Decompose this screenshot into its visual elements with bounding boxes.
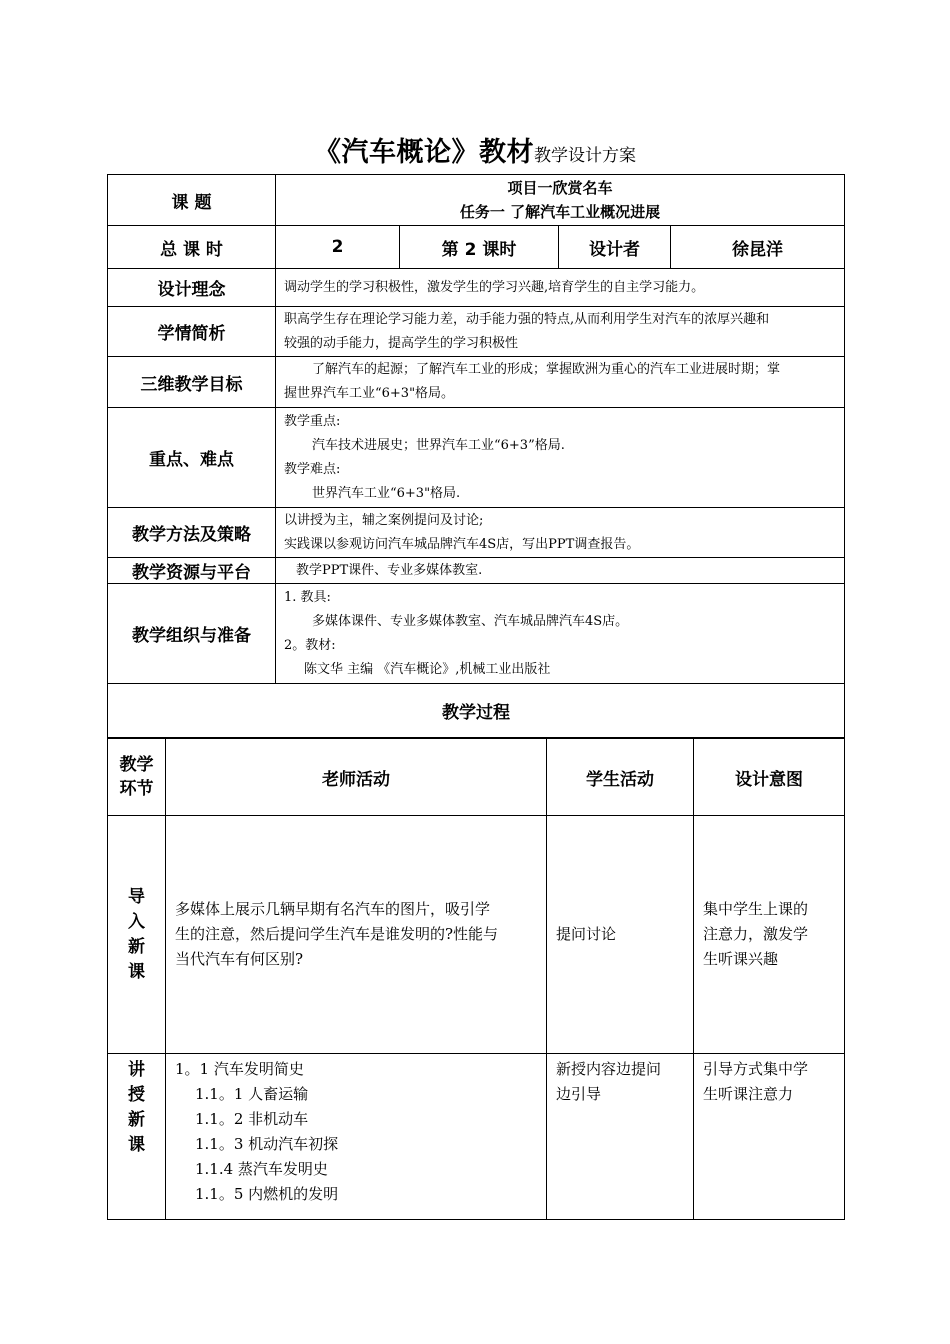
designer-name: 徐昆洋 [671, 226, 845, 269]
keypoints-line3: 教学难点: [284, 461, 341, 477]
teacher-line: 1.1。5 内燃机的发明 [195, 1185, 339, 1203]
prep-cell [276, 584, 845, 684]
resource-text: 教学PPT课件、专业多媒体教室. [276, 558, 845, 584]
keypoints-cell [276, 408, 845, 508]
process-row-lecture [108, 1054, 845, 1220]
process-table [107, 738, 845, 1220]
teacher-line: 当代汽车有何区别? [175, 950, 304, 968]
concept-label: 设计理念 [108, 269, 276, 307]
resource-row [108, 558, 845, 584]
student-cell [547, 816, 694, 1054]
student-line: 边引导 [556, 1085, 602, 1103]
process-row-intro [108, 816, 845, 1054]
concept-row [108, 269, 845, 307]
analysis-line2: 较强的动手能力，提高学生的学习积极性 [284, 335, 519, 351]
method-line2: 实践课以参观访问汽车城品牌汽车4S店，写出PPT调查报告。 [284, 536, 640, 552]
resource-label: 教学资源与平台 [108, 558, 276, 584]
designer-label: 设计者 [559, 226, 671, 269]
header-stage-line2: 环节 [119, 779, 154, 799]
topic-row [108, 175, 845, 226]
intent-line: 集中学生上课的 [703, 900, 809, 918]
concept-text: 调动学生的学习积极性，激发学生的学习兴趣,培育学生的自主学习能力。 [276, 269, 845, 307]
stage-char: 讲 [128, 1060, 145, 1080]
intent-line: 注意力，激发学 [703, 925, 809, 943]
teacher-cell [166, 816, 547, 1054]
stage-char: 新 [128, 936, 145, 957]
keypoints-label: 重点、难点 [108, 408, 276, 508]
method-row [108, 508, 845, 558]
teacher-line: 生的注意，然后提问学生汽车是谁发明的?性能与 [175, 925, 499, 943]
process-title: 教学过程 [108, 684, 845, 738]
stage-char: 课 [128, 1135, 145, 1155]
intent-line: 引导方式集中学 [703, 1060, 809, 1078]
teacher-line: 1.1。1 人畜运输 [195, 1085, 309, 1103]
header-student: 学生活动 [547, 739, 694, 816]
process-header-row [108, 739, 845, 816]
stage-char: 导 [128, 886, 145, 907]
student-line: 新授内容边提问 [556, 1060, 662, 1078]
topic-line2: 任务一 了解汽车工业概况进展 [459, 203, 661, 221]
stage-cell [108, 1054, 166, 1220]
method-line1: 以讲授为主，辅之案例提问及讨论; [284, 512, 484, 528]
goals-line2: 握世界汽车工业“6+3"格局。 [284, 386, 455, 401]
topic-label: 课 题 [108, 175, 276, 226]
goals-label: 三维教学目标 [108, 357, 276, 408]
hours-value: 2 [276, 226, 400, 269]
header-teacher: 老师活动 [166, 739, 547, 816]
header-stage-line1: 教学 [119, 755, 154, 775]
stage-char: 课 [128, 961, 145, 982]
keypoints-line4: 世界汽车工业“6+3"格局. [312, 485, 461, 501]
analysis-cell [276, 307, 845, 357]
method-cell [276, 508, 845, 558]
intent-line: 生听课注意力 [703, 1085, 794, 1103]
student-line: 提问讨论 [556, 925, 617, 943]
analysis-row [108, 307, 845, 357]
stage-char: 新 [128, 1110, 145, 1130]
hours-row [108, 226, 845, 269]
prep-line3: 2。教材: [284, 637, 336, 653]
keypoints-line1: 教学重点: [284, 413, 341, 429]
stage-char: 授 [128, 1085, 145, 1105]
student-cell [547, 1054, 694, 1220]
teacher-cell [166, 1054, 547, 1220]
stage-char: 入 [128, 911, 145, 932]
header-intent: 设计意图 [694, 739, 845, 816]
title-sub: 教学设计方案 [534, 146, 636, 166]
teacher-line: 1.1。3 机动汽车初探 [195, 1135, 339, 1153]
prep-line4: 陈文华 主编 《汽车概论》,机械工业出版社 [304, 661, 551, 677]
intent-line: 生听课兴趣 [703, 950, 779, 968]
teacher-line: 1。1 汽车发明简史 [175, 1060, 304, 1078]
topic-cell [276, 175, 845, 226]
intent-cell [694, 1054, 845, 1220]
prep-line2: 多媒体课件、专业多媒体教室、汽车城品牌汽车4S店。 [312, 613, 629, 629]
analysis-line1: 职高学生存在理论学习能力差，动手能力强的特点,从而利用学生对汽车的浓厚兴趣和 [284, 311, 770, 327]
method-label: 教学方法及策略 [108, 508, 276, 558]
teacher-line: 1.1。2 非机动车 [195, 1110, 309, 1128]
keypoints-row [108, 408, 845, 508]
analysis-label: 学情简析 [108, 307, 276, 357]
teacher-line: 1.1.4 蒸汽车发明史 [195, 1160, 328, 1178]
title-main: 《汽车概论》教材 [314, 137, 534, 168]
goals-row [108, 357, 845, 408]
prep-label: 教学组织与准备 [108, 584, 276, 684]
prep-row [108, 584, 845, 684]
keypoints-line2: 汽车技术进展史；世界汽车工业“6+3”格局. [312, 437, 565, 453]
intent-cell [694, 816, 845, 1054]
prep-line1: 1. 教具: [284, 589, 331, 605]
lesson-label: 第 2 课时 [400, 226, 559, 269]
process-title-row [108, 684, 845, 738]
hours-label: 总 课 时 [108, 226, 276, 269]
goals-line1: 了解汽车的起源；了解汽车工业的形成；掌握欧洲为重心的汽车工业进展时期；掌 [312, 362, 781, 377]
teacher-line: 多媒体上展示几辆早期有名汽车的图片，吸引学 [175, 900, 491, 918]
info-table [107, 174, 845, 738]
document-title [0, 130, 950, 169]
header-stage [108, 739, 166, 816]
stage-cell [108, 816, 166, 1054]
topic-line1: 项目一欣赏名车 [507, 179, 613, 197]
goals-cell [276, 357, 845, 408]
